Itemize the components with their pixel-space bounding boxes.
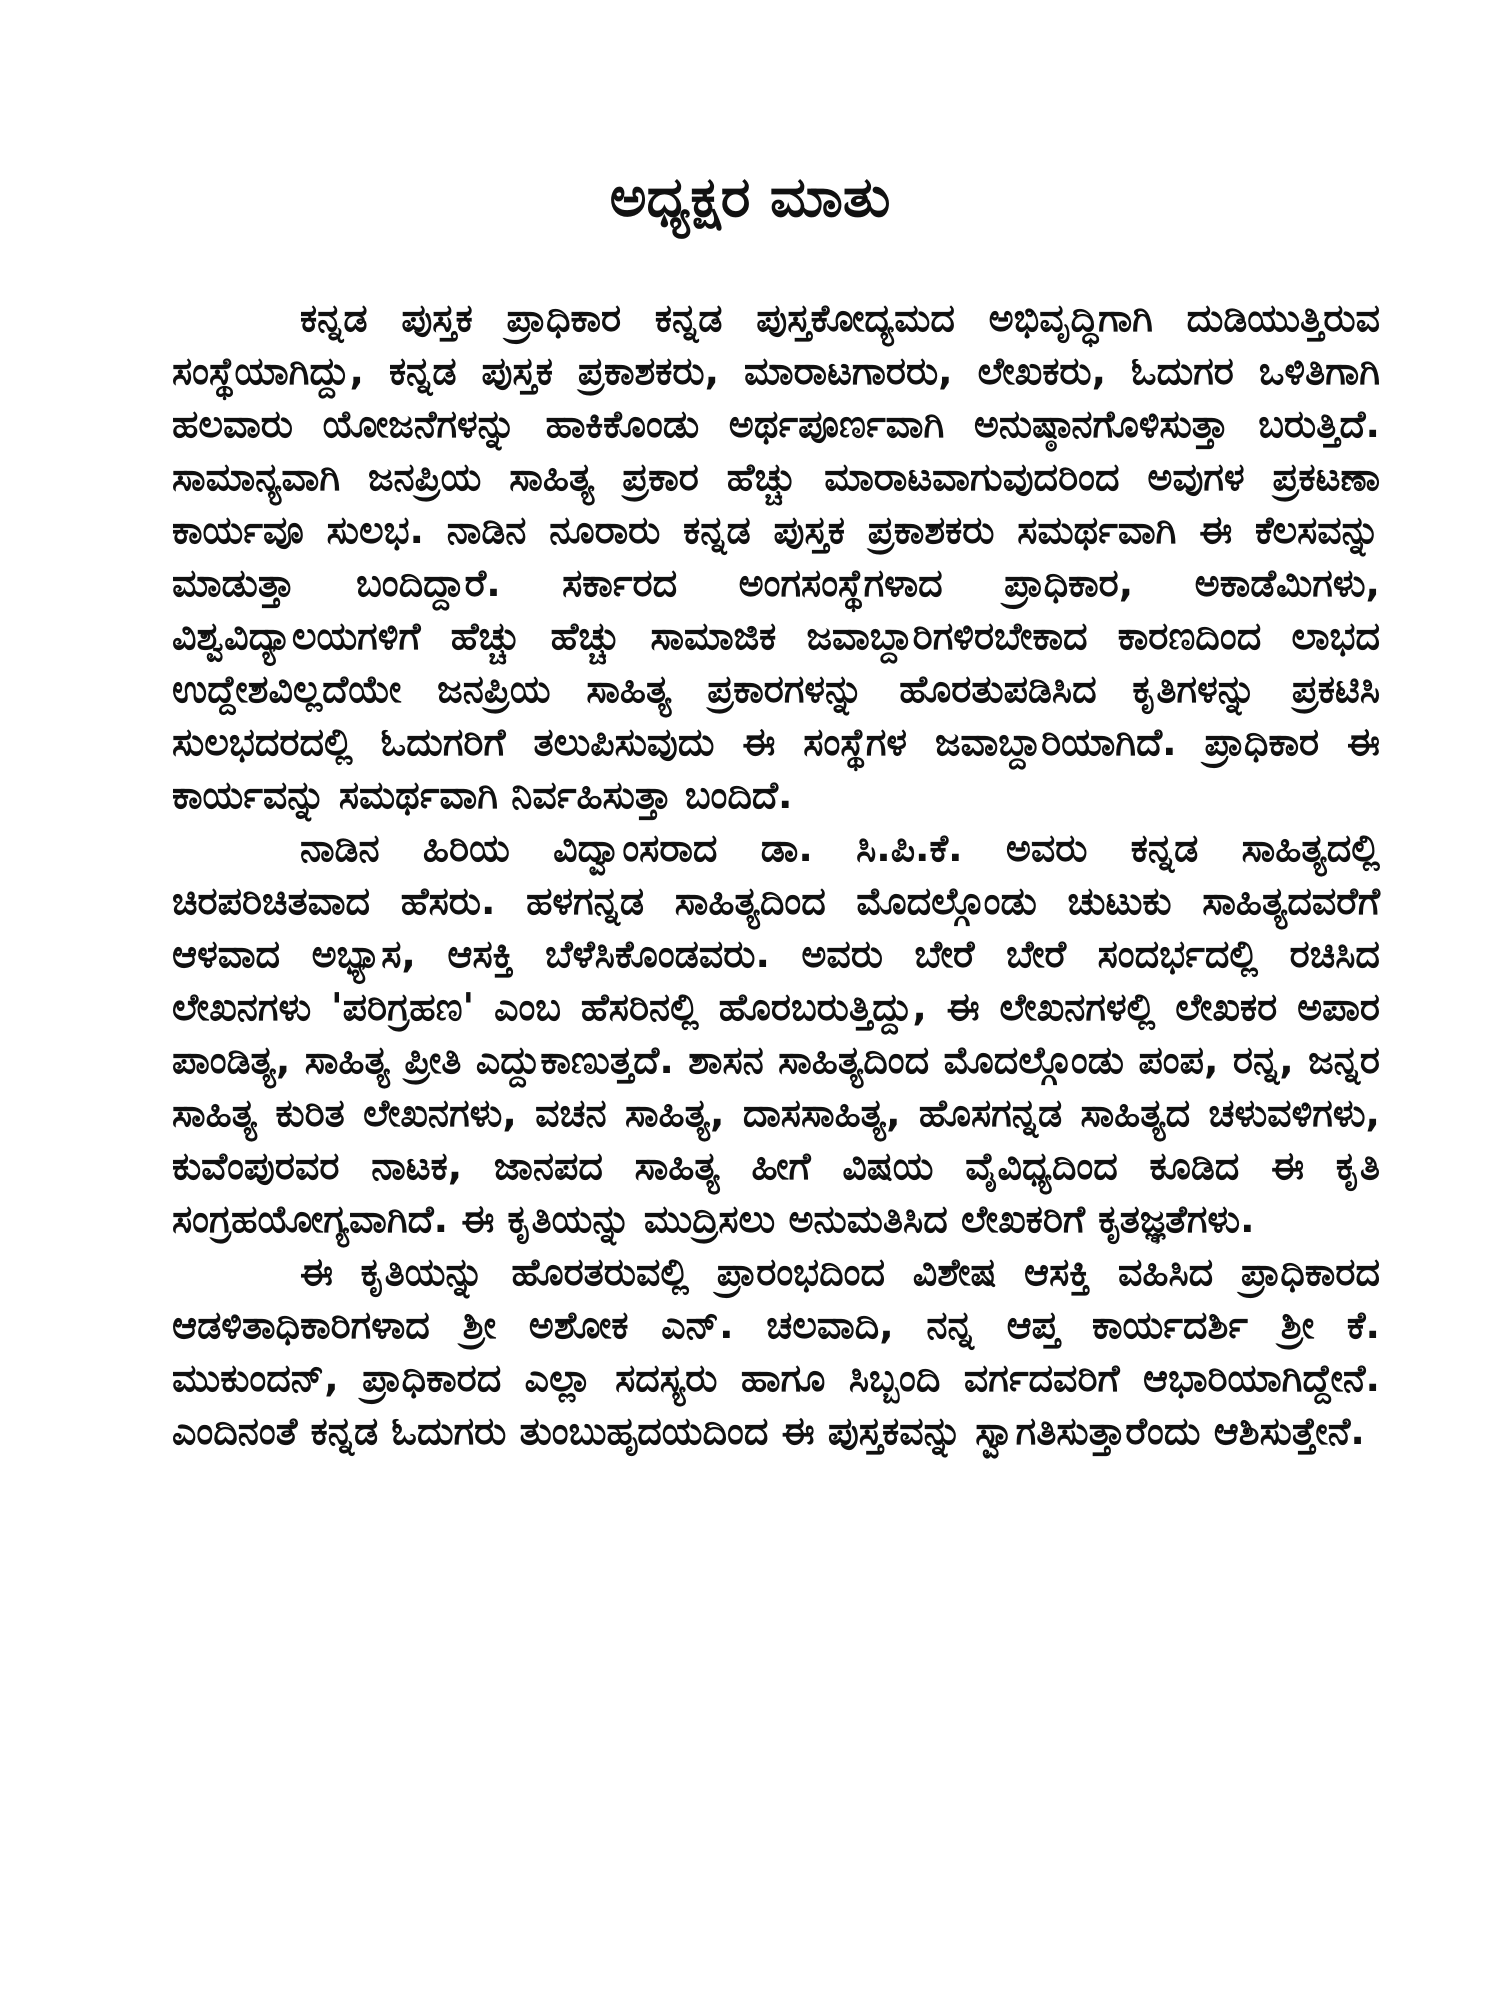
document-body bbox=[172, 292, 1380, 1458]
paragraph-2: ನಾಡಿನ ಹಿರಿಯ ವಿದ್ವಾಂಸರಾದ ಡಾ. ಸಿ.ಪಿ.ಕೆ. ಅವರು ಕನ್ನಡ ಸಾಹಿತ್ಯದಲ್ಲಿ ಚಿರಪರಿಚಿತವಾದ ಹೆಸರು. ಹಳಗನ್ನಡ ಸಾಹಿತ್ಯದಿಂದ ಮೊದಲ್ಗೊಂಡು ಚುಟುಕು ಸಾಹಿತ್ಯದವರೆಗೆ ಆಳವಾದ ಅಭ್ಯಾಸ, ಆಸಕ್ತಿ ಬೆಳೆಸಿಕೊಂಡವರು. ಅವರು ಬೇರೆ ಬೇರೆ ಸಂದರ್ಭದಲ್ಲಿ ರಚಿಸಿದ ಲೇಖನಗಳು 'ಪರಿಗ್ರಹಣ' ಎಂಬ ಹೆಸರಿನಲ್ಲಿ ಹೊರಬರುತ್ತಿದ್ದು, ಈ ಲೇಖನಗಳಲ್ಲಿ ಲೇಖಕರ ಅಪಾರ ಪಾಂಡಿತ್ಯ, ಸಾಹಿತ್ಯ ಪ್ರೀತಿ ಎದ್ದುಕಾಣುತ್ತದೆ. ಶಾಸನ ಸಾಹಿತ್ಯದಿಂದ ಮೊದಲ್ಗೊಂಡು ಪಂಪ, ರನ್ನ, ಜನ್ನರ ಸಾಹಿತ್ಯ ಕುರಿತ ಲೇಖನಗಳು, ವಚನ ಸಾಹಿತ್ಯ, ದಾಸಸಾಹಿತ್ಯ, ಹೊಸಗನ್ನಡ ಸಾಹಿತ್ಯದ ಚಳುವಳಿಗಳು, ಕುವೆಂಪುರವರ ನಾಟಕ, ಜಾನಪದ ಸಾಹಿತ್ಯ ಹೀಗೆ ವಿಷಯ ವೈವಿಧ್ಯದಿಂದ ಕೂಡಿದ ಈ ಕೃತಿ ಸಂಗ್ರಹಯೋಗ್ಯವಾಗಿದೆ. ಈ ಕೃತಿಯನ್ನು ಮುದ್ರಿಸಲು ಅನುಮತಿಸಿದ ಲೇಖಕರಿಗೆ ಕೃತಜ್ಞತೆಗಳು. bbox=[172, 826, 1380, 1241]
page-title: ಅಧ್ಯಕ್ಷರ ಮಾತು bbox=[609, 165, 891, 230]
paragraph-1: ಕನ್ನಡ ಪುಸ್ತಕ ಪ್ರಾಧಿಕಾರ ಕನ್ನಡ ಪುಸ್ತಕೋದ್ಯಮದ ಅಭಿವೃದ್ಧಿಗಾಗಿ ದುಡಿಯುತ್ತಿರುವ ಸಂಸ್ಥೆಯಾಗಿದ್ದು, ಕನ್ನಡ ಪುಸ್ತಕ ಪ್ರಕಾಶಕರು, ಮಾರಾಟಗಾರರು, ಲೇಖಕರು, ಓದುಗರ ಒಳಿತಿಗಾಗಿ ಹಲವಾರು ಯೋಜನೆಗಳನ್ನು ಹಾಕಿಕೊಂಡು ಅರ್ಥಪೂರ್ಣವಾಗಿ ಅನುಷ್ಠಾನಗೊಳಿಸುತ್ತಾ ಬರುತ್ತಿದೆ. ಸಾಮಾನ್ಯವಾಗಿ ಜನಪ್ರಿಯ ಸಾಹಿತ್ಯ ಪ್ರಕಾರ ಹೆಚ್ಚು ಮಾರಾಟವಾಗುವುದರಿಂದ ಅವುಗಳ ಪ್ರಕಟಣಾ ಕಾರ್ಯವೂ ಸುಲಭ. ನಾಡಿನ ನೂರಾರು ಕನ್ನಡ ಪುಸ್ತಕ ಪ್ರಕಾಶಕರು ಸಮರ್ಥವಾಗಿ ಈ ಕೆಲಸವನ್ನು ಮಾಡುತ್ತಾ ಬಂದಿದ್ದಾರೆ. ಸರ್ಕಾರದ ಅಂಗಸಂಸ್ಥೆಗಳಾದ ಪ್ರಾಧಿಕಾರ, ಅಕಾಡೆಮಿಗಳು, ವಿಶ್ವವಿದ್ಯಾಲಯಗಳಿಗೆ ಹೆಚ್ಚು ಹೆಚ್ಚು ಸಾಮಾಜಿಕ ಜವಾಬ್ದಾರಿಗಳಿರಬೇಕಾದ ಕಾರಣದಿಂದ ಲಾಭದ ಉದ್ದೇಶವಿಲ್ಲದೆಯೇ ಜನಪ್ರಿಯ ಸಾಹಿತ್ಯ ಪ್ರಕಾರಗಳನ್ನು ಹೊರತುಪಡಿಸಿದ ಕೃತಿಗಳನ್ನು ಪ್ರಕಟಿಸಿ ಸುಲಭದರದಲ್ಲಿ ಓದುಗರಿಗೆ ತಲುಪಿಸುವುದು ಈ ಸಂಸ್ಥೆಗಳ ಜವಾಬ್ದಾರಿಯಾಗಿದೆ. ಪ್ರಾಧಿಕಾರ ಈ ಕಾರ್ಯವನ್ನು ಸಮರ್ಥವಾಗಿ ನಿರ್ವಹಿಸುತ್ತಾ ಬಂದಿದೆ. bbox=[172, 296, 1380, 817]
paragraph-3: ಈ ಕೃತಿಯನ್ನು ಹೊರತರುವಲ್ಲಿ ಪ್ರಾರಂಭದಿಂದ ವಿಶೇಷ ಆಸಕ್ತಿ ವಹಿಸಿದ ಪ್ರಾಧಿಕಾರದ ಆಡಳಿತಾಧಿಕಾರಿಗಳಾದ ಶ್ರೀ ಅಶೋಕ ಎನ್. ಚಲವಾದಿ, ನನ್ನ ಆಪ್ತ ಕಾರ್ಯದರ್ಶಿ ಶ್ರೀ ಕೆ. ಮುಕುಂದನ್, ಪ್ರಾಧಿಕಾರದ ಎಲ್ಲಾ ಸದಸ್ಯರು ಹಾಗೂ ಸಿಬ್ಬಂದಿ ವರ್ಗದವರಿಗೆ ಆಭಾರಿಯಾಗಿದ್ದೇನೆ. ಎಂದಿನಂತೆ ಕನ್ನಡ ಓದುಗರು ತುಂಬುಹೃದಯದಿಂದ ಈ ಪುಸ್ತಕವನ್ನು ಸ್ವಾಗತಿಸುತ್ತಾರೆಂದು ಆಶಿಸುತ್ತೇನೆ. bbox=[172, 1250, 1380, 1453]
